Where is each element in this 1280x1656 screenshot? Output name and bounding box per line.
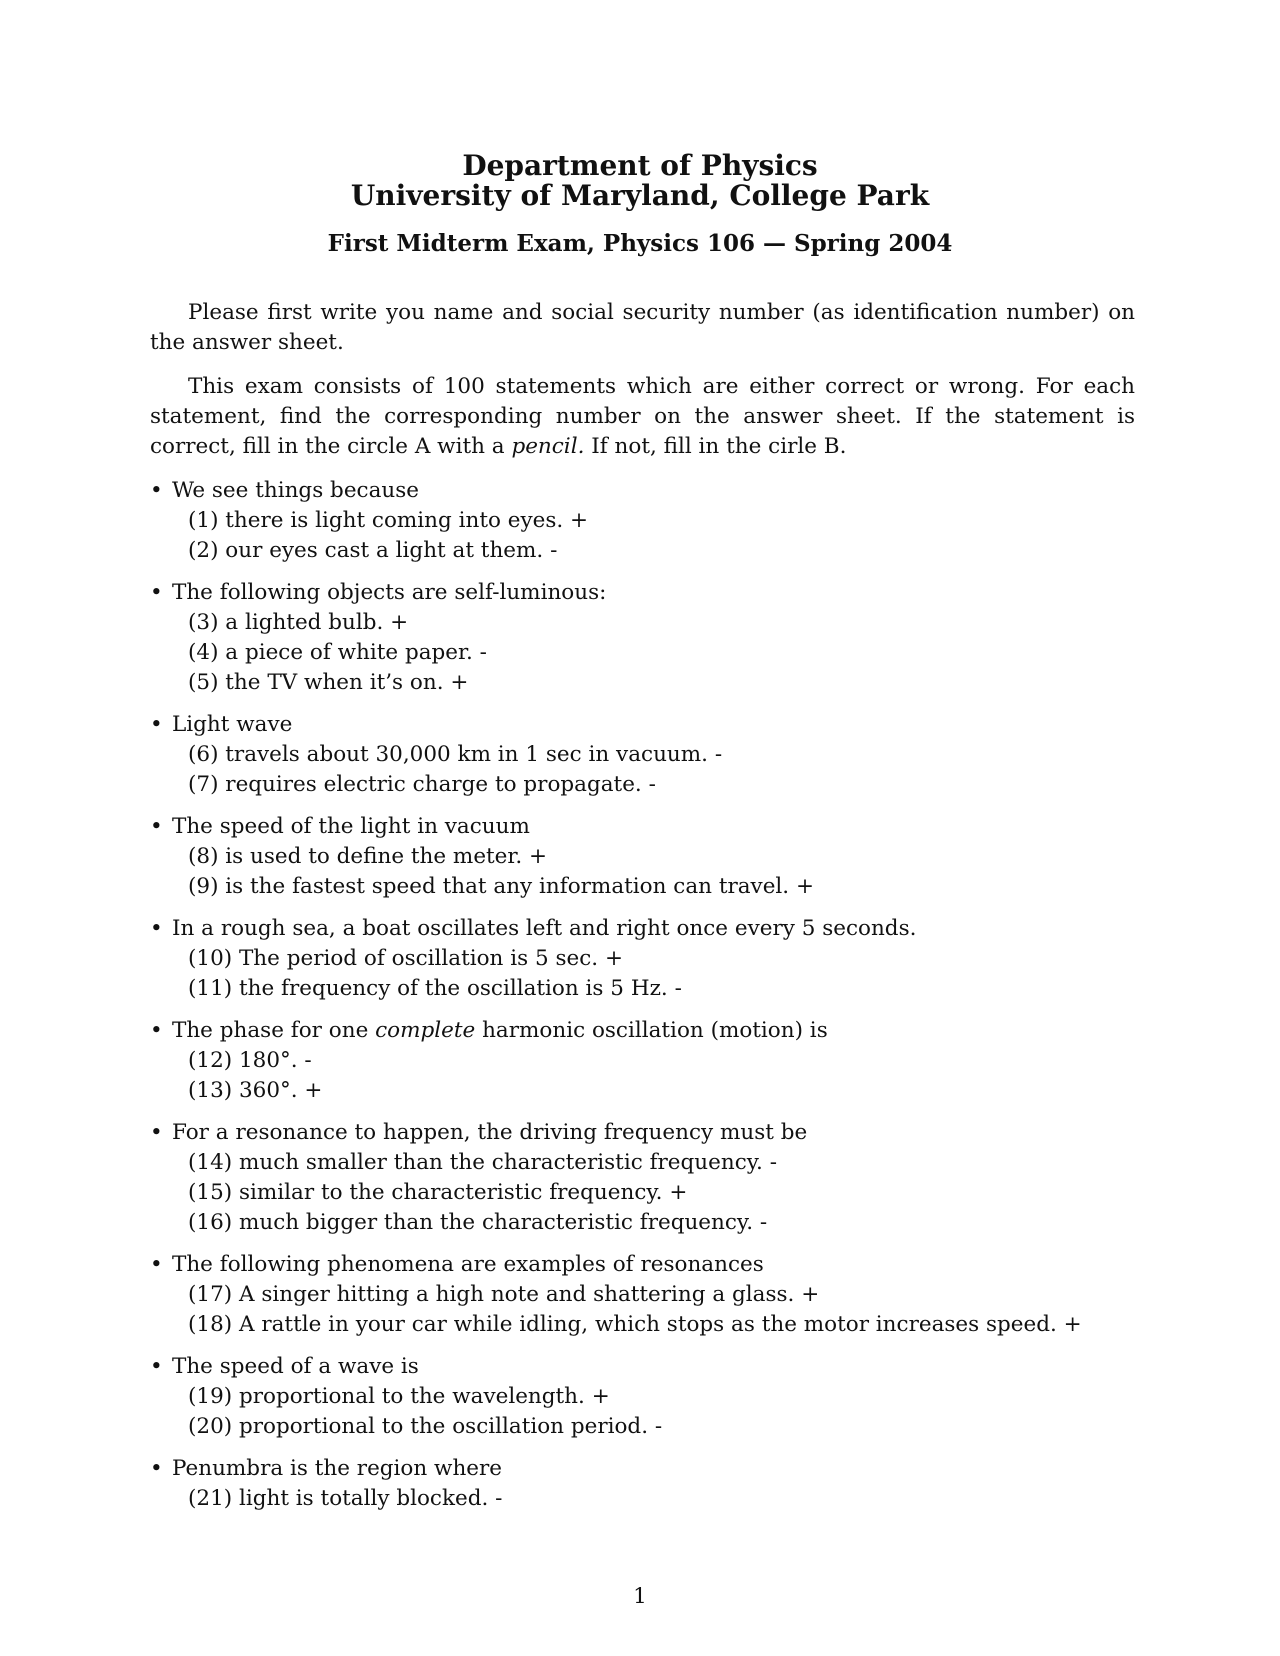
question-stem <box>150 914 1135 944</box>
bullet-icon: • <box>150 712 163 737</box>
bullet-icon: • <box>150 580 163 605</box>
statement-item: (14) much smaller than the characteristic frequency. - <box>188 1150 777 1175</box>
bullet-icon: • <box>150 478 163 503</box>
exam-body <box>150 298 1135 1526</box>
question-block <box>150 1352 1135 1442</box>
question-stem <box>150 476 1135 506</box>
statement-item: (9) is the fastest speed that any information can travel. + <box>188 874 814 899</box>
page-number: 1 <box>633 1584 647 1609</box>
question-block <box>150 1250 1135 1340</box>
question-stem-text: In a rough sea, a boat oscillates left and right once every 5 seconds. <box>172 916 917 941</box>
bullet-icon: • <box>150 1252 163 1277</box>
question-block <box>150 1454 1135 1514</box>
bullet-icon: • <box>150 1456 163 1481</box>
question-stem-text: Penumbra is the region where <box>172 1456 503 1481</box>
statement-item: (18) A rattle in your car while idling, which stops as the motor increases speed. + <box>188 1312 1082 1337</box>
statement-item: (16) much bigger than the characteristic frequency. - <box>188 1210 768 1235</box>
question-stem-text: For a resonance to happen, the driving frequency must be <box>172 1120 808 1145</box>
question-stem-text-b: harmonic oscillation (motion) is <box>475 1018 828 1043</box>
question-stem-text: We see things because <box>172 478 420 503</box>
question-stem-emphasis: complete <box>375 1018 476 1043</box>
question-block <box>150 578 1135 698</box>
statement-item: (8) is used to define the meter. + <box>188 844 548 869</box>
statement-item: (21) light is totally blocked. - <box>188 1486 503 1511</box>
question-stem <box>150 1118 1135 1148</box>
question-stem <box>150 578 1135 608</box>
question-block <box>150 476 1135 566</box>
department-heading: Department of Physics <box>462 149 818 182</box>
question-block <box>150 812 1135 902</box>
statement-item: (17) A singer hitting a high note and shattering a glass. + <box>188 1282 820 1307</box>
statement-item: (6) travels about 30,000 km in 1 sec in vacuum. - <box>188 742 723 767</box>
question-stem-text: The speed of a wave is <box>172 1354 419 1379</box>
instruction-text-b: If not, fill in the cirle B. <box>584 434 847 459</box>
exam-title: First Midterm Exam, Physics 106 — Spring 2004 <box>327 230 953 257</box>
instruction-pencil-emphasis: pencil. <box>511 434 585 459</box>
statement-item: (15) similar to the characteristic frequency. + <box>188 1180 688 1205</box>
question-stem-text: The speed of the light in vacuum <box>172 814 530 839</box>
bullet-icon: • <box>150 814 163 839</box>
statement-item: (2) our eyes cast a light at them. - <box>188 538 558 563</box>
statement-item: (3) a lighted bulb. + <box>188 610 409 635</box>
question-stem <box>150 812 1135 842</box>
question-block <box>150 1016 1135 1106</box>
instruction-paragraph-2 <box>150 372 1135 462</box>
statement-item: (7) requires electric charge to propagate. - <box>188 772 656 797</box>
university-heading: University of Maryland, College Park <box>350 179 930 212</box>
question-stem-text: Light wave <box>172 712 293 737</box>
bullet-icon: • <box>150 1354 163 1379</box>
statement-item: (12) 180°. - <box>188 1048 312 1073</box>
statement-item: (20) proportional to the oscillation period. - <box>188 1414 663 1439</box>
question-block <box>150 914 1135 1004</box>
bullet-icon: • <box>150 1120 163 1145</box>
question-stem-text: The following phenomena are examples of resonances <box>172 1252 764 1277</box>
instruction-text-a: This exam consists of 100 statements which are either correct or wrong. For each statement, find the corresponding number on the answer sheet. If the statement is correct, fill in the circle A with a <box>150 374 1135 459</box>
question-stem <box>150 1250 1135 1280</box>
question-stem <box>150 1454 1135 1484</box>
statement-item: (1) there is light coming into eyes. + <box>188 508 589 533</box>
statement-item: (13) 360°. + <box>188 1078 323 1103</box>
bullet-icon: • <box>150 1018 163 1043</box>
statement-item: (10) The period of oscillation is 5 sec. + <box>188 946 623 971</box>
question-stem <box>150 710 1135 740</box>
statement-item: (5) the TV when it’s on. + <box>188 670 469 695</box>
statement-item: (4) a piece of white paper. - <box>188 640 487 665</box>
statement-item: (11) the frequency of the oscillation is 5 Hz. - <box>188 976 682 1001</box>
question-stem-text: The following objects are self-luminous: <box>172 580 607 605</box>
question-block <box>150 710 1135 800</box>
question-stem <box>150 1016 1135 1046</box>
bullet-icon: • <box>150 916 163 941</box>
question-block <box>150 1118 1135 1238</box>
instruction-paragraph-1: Please first write you name and social security number (as identification number) on the answer sheet. <box>150 300 1135 355</box>
statement-item: (19) proportional to the wavelength. + <box>188 1384 610 1409</box>
question-stem-text-a: The phase for one <box>172 1018 376 1043</box>
question-stem <box>150 1352 1135 1382</box>
